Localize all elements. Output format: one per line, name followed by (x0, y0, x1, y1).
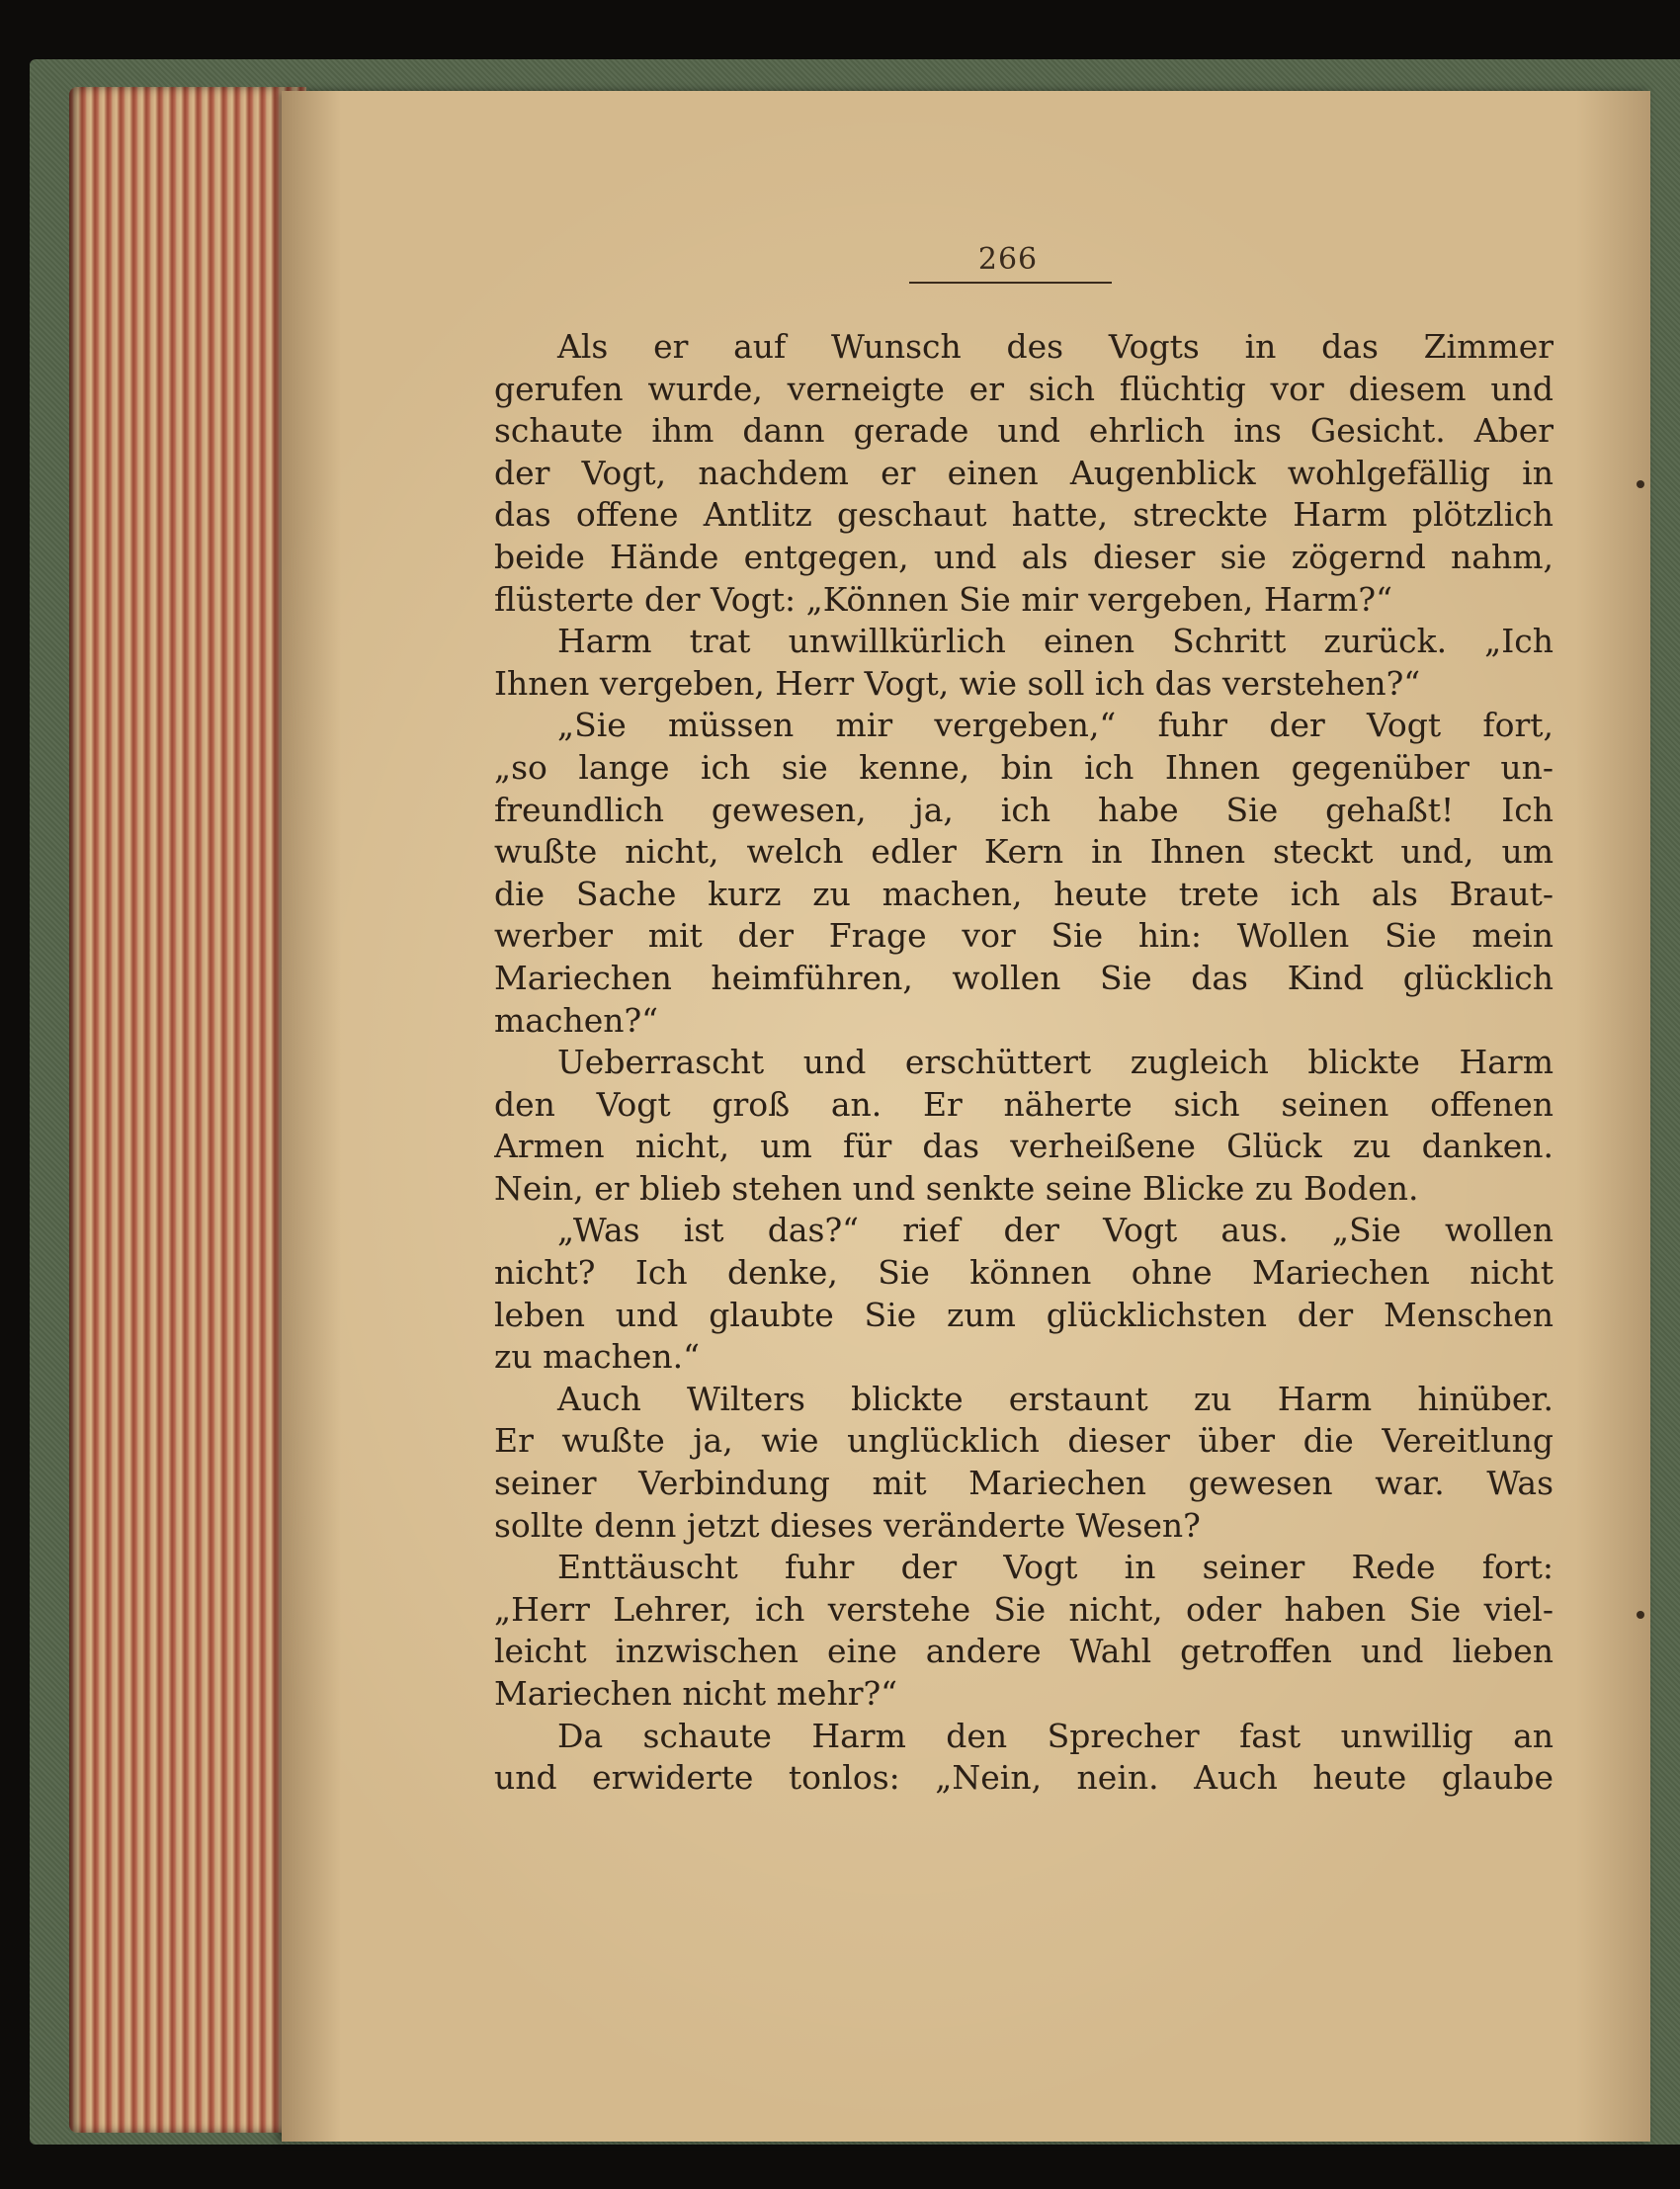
text-line: Als er auf Wunsch des Vogts in das Zimmer (557, 327, 1554, 366)
text-line: Mariechen heimführen, wollen Sie das Kind glücklich (494, 958, 1554, 997)
text-line: gerufen wurde, verneigte er sich flüchtig vor diesem und (494, 369, 1554, 408)
text-line: Armen nicht, um für das verheißene Glück zu danken. (494, 1127, 1554, 1166)
margin-mark (1637, 480, 1644, 488)
text-line: Er wußte ja, wie unglücklich dieser über die Vereitlung (494, 1421, 1554, 1461)
text-line: Enttäuscht fuhr der Vogt in seiner Rede fort: (557, 1548, 1554, 1587)
text-line: leicht inzwischen eine andere Wahl getroffen und lieben (494, 1632, 1554, 1671)
text-line: schaute ihm dann gerade und ehrlich ins Gesicht. Aber (494, 411, 1554, 451)
text-line: „Sie müssen mir vergeben,“ fuhr der Vogt fort, (557, 706, 1554, 745)
body-text (494, 326, 1554, 1800)
margin-mark (1637, 1611, 1644, 1619)
text-line: „so lange ich sie kenne, bin ich Ihnen gegenüber un- (494, 747, 1554, 787)
text-line: Auch Wilters blickte erstaunt zu Harm hinüber. (557, 1379, 1554, 1418)
text-line: Mariechen nicht mehr?“ (494, 1674, 898, 1713)
text-line: seiner Verbindung mit Mariechen gewesen war. Was (494, 1464, 1554, 1503)
text-line: „Was ist das?“ rief der Vogt aus. „Sie wollen (557, 1211, 1554, 1250)
page-number: 266 (977, 242, 1039, 277)
page-number-rule (909, 282, 1112, 284)
page-edges (69, 87, 306, 2133)
text-line: und erwiderte tonlos: „Nein, nein. Auch heute glaube (494, 1758, 1554, 1798)
text-line: werber mit der Frage vor Sie hin: Wollen Sie mein (494, 916, 1554, 956)
text-line: machen?“ (494, 1000, 659, 1040)
text-line: Nein, er blieb stehen und senkte seine Blicke zu Boden. (494, 1168, 1419, 1208)
text-line: flüsterte der Vogt: „Können Sie mir vergeben, Harm?“ (494, 579, 1392, 619)
text-line: wußte nicht, welch edler Kern in Ihnen steckt und, um (494, 832, 1554, 872)
text-line: den Vogt groß an. Er näherte sich seinen offenen (494, 1084, 1554, 1124)
text-line: freundlich gewesen, ja, ich habe Sie gehaßt! Ich (494, 790, 1554, 829)
text-line: das offene Antlitz geschaut hatte, streckte Harm plötzlich (494, 495, 1554, 535)
text-line: „Herr Lehrer, ich verstehe Sie nicht, oder haben Sie viel- (494, 1589, 1554, 1629)
text-line: Harm trat unwillkürlich einen Schritt zurück. „Ich (557, 622, 1554, 661)
text-line: Ihnen vergeben, Herr Vogt, wie soll ich das verstehen?“ (494, 663, 1421, 703)
text-line: beide Hände entgegen, und als dieser sie zögernd nahm, (494, 537, 1554, 576)
text-line: zu machen.“ (494, 1337, 700, 1377)
text-line: nicht? Ich denke, Sie können ohne Mariechen nicht (494, 1253, 1554, 1293)
text-line: der Vogt, nachdem er einen Augenblick wohlgefällig in (494, 453, 1554, 492)
text-line: Da schaute Harm den Sprecher fast unwillig an (557, 1716, 1554, 1755)
text-line: leben und glaubte Sie zum glücklichsten der Menschen (494, 1295, 1554, 1334)
text-line: die Sache kurz zu machen, heute trete ich als Braut- (494, 874, 1554, 913)
text-line: Ueberrascht und erschüttert zugleich blickte Harm (557, 1043, 1554, 1082)
text-line: sollte denn jetzt dieses veränderte Wesen? (494, 1505, 1201, 1545)
